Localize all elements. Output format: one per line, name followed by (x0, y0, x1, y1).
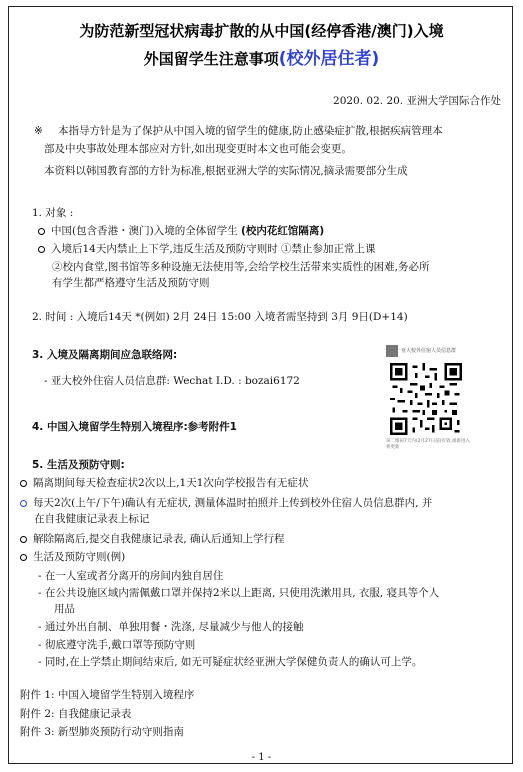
section2-text: 2. 时间 : 入境后14天 *(例如) 2月 24日 15:00 入境者需坚持到 3月 9日(D+14) (32, 311, 408, 323)
intro-mark: ※ (34, 125, 43, 137)
qr-code-icon[interactable] (390, 363, 462, 435)
date-line: 2020. 02. 20. 亚洲大学国际合作处 (333, 95, 501, 107)
title-prefix: 外国留学生注意事项 (143, 50, 279, 68)
section5-heading: 5. 生活及预防守则: (32, 459, 125, 471)
bullet-circle-icon (38, 246, 45, 253)
section1-heading: 1. 对象 : (32, 207, 74, 219)
section5-item-text: 隔离期间每天检查症状2次以上,1天1次向学校报告有无症状 (33, 477, 309, 489)
rule-item: - 彻底遵守洗手,戴口罩等预防守则 (38, 639, 196, 651)
wechat-info: - 亚大校外住宿人员信息群: Wechat I.D. : bozai6172 (44, 375, 300, 387)
section1-item1-text: 中国(包含香港・澳门)入境的全体留学生 (51, 225, 238, 237)
rule-item-continuation: 用品 (54, 603, 75, 615)
section5-item-text: 生活及预防守则(例) (33, 551, 126, 563)
intro-line1: 本指导方针是为了保护从中国入境的留学生的健康,防止感染症扩散,根据疾病管理本 (58, 125, 443, 137)
intro-line2: 部及中央事故处理本部应对方针,如出现变更时本文也可能会变更。 (44, 143, 352, 155)
intro-line3: 本资料以韩国教育部的方针为标准,根据亚洲大学的实际情况,摘录需要部分生成 (44, 165, 408, 177)
section5-item (20, 532, 285, 546)
section1-item2-line2: ②校内食堂,图书馆等多种设施无法使用等,会给学校生活带来实质性的困难,务必所 (52, 261, 430, 273)
qr-caption: 该二维码7天内(2月27日前)有效,重新进入将更新 (386, 439, 470, 450)
page-number: - 1 - (251, 752, 272, 763)
section5-item (20, 550, 125, 564)
attachment-item: 附件 3: 新型肺炎预防行动守则指南 (20, 726, 184, 738)
bullet-circle-icon (20, 536, 27, 543)
qr-header (386, 343, 474, 358)
document-title-line2 (0, 44, 523, 69)
group-avatar-icon (386, 345, 398, 357)
section5-item-text: 每天2次(上午/下午)确认有无症状, 测量体温时拍照并上传到校外住宿人员信息群内, 并 (33, 497, 433, 509)
bullet-circle-icon (20, 500, 27, 507)
section5-item (20, 476, 308, 490)
section1-item1-bold: (校内花红馆隔离) (241, 225, 325, 237)
section1-item2 (38, 242, 376, 256)
section5-item-continuation: 在自我健康记录表上标记 (34, 513, 150, 525)
section1-item1 (38, 224, 324, 238)
rule-item: - 同时,在上学禁止期间结束后, 如无可疑症状经亚洲大学保健负责人的确认可上学。 (38, 656, 423, 668)
rule-item: - 在公共设施区域内需佩戴口罩并保持2米以上距离, 只使用洗漱用具, 衣服, 寝具等个人 (38, 587, 440, 599)
section5-item (20, 496, 432, 510)
title-highlight: (校外居住者) (278, 49, 380, 69)
wechat-qr-card (386, 343, 474, 451)
section3-heading: 3. 入境及隔离期间应急联络网: (32, 349, 178, 361)
attachment-item: 附件 2: 自我健康记录表 (20, 708, 132, 720)
section4-heading: 4. 中国入境留学生特别入境程序:参考附件1 (32, 421, 237, 433)
section5-item-text: 解除隔离后,提交自我健康记录表, 确认后通知上学行程 (33, 533, 285, 545)
section1-item2-line3: 有学生都严格遵守生活及预防守则 (52, 277, 210, 289)
bullet-circle-icon (20, 554, 27, 561)
bullet-circle-icon (20, 480, 27, 487)
attachment-item: 附件 1: 中国入境留学生特别入境程序 (20, 689, 195, 701)
qr-group-name: 亚大校外住宿人员信息群 (401, 348, 457, 354)
section1-item2-line1: 入境后14天内禁止上下学,违反生活及预防守则时 ①禁止参加正常上课 (51, 243, 376, 255)
rule-item: - 在一人室或者分离开的房间内独自居住 (38, 570, 224, 582)
rule-item: - 通过外出自制、单独用餐・洗涤, 尽量减少与他人的接触 (38, 621, 304, 633)
bullet-circle-icon (38, 228, 45, 235)
document-title-line1: 为防范新型冠状病毒扩散的从中国(经停香港/澳门)入境 (79, 22, 444, 40)
